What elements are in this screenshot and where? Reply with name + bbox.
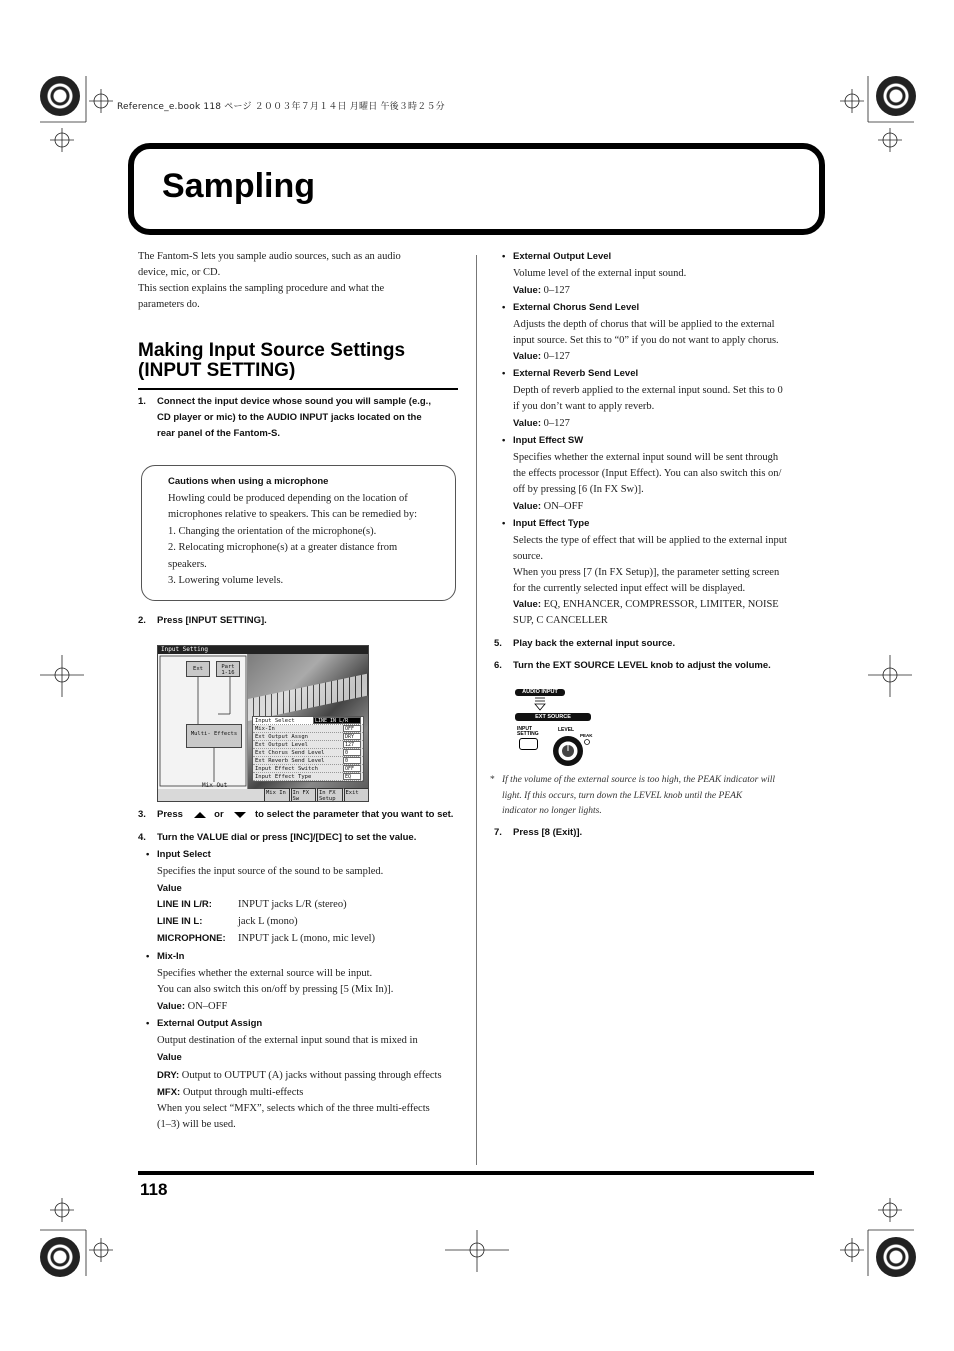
step-5: [494, 636, 814, 652]
chapter-title: Sampling: [162, 167, 316, 205]
peak-label: PEAK: [580, 733, 593, 738]
param-desc: for the currently selected input effect will be displayed.: [513, 583, 746, 594]
step-text: Play back the external input source.: [513, 638, 676, 649]
param-heading-input-effect-type: • Input Effect Type: [513, 516, 589, 532]
param-desc: You can also switch this on/off by pressing [5 (Mix In)].: [157, 984, 394, 995]
param-heading-ext-output-assign: • External Output Assign: [157, 1016, 262, 1032]
param-desc: Specifies whether the external input sound will be sent through: [513, 452, 779, 463]
param-heading-ext-output-level: • External Output Level: [513, 249, 611, 265]
caution-heading: Cautions when using a microphone: [168, 476, 329, 487]
intro-line: This section explains the sampling procedure and what the: [138, 283, 385, 294]
param-value: EQ: [343, 773, 361, 780]
multi-effects-block: Multi- Effects: [186, 724, 242, 748]
option-value: jack L (mono): [238, 916, 298, 927]
step-text: Turn the EXT SOURCE LEVEL knob to adjust the volume.: [513, 660, 771, 671]
param-desc: Volume level of the external input sound.: [513, 268, 687, 279]
option-value: Output to OUTPUT (A) jacks without passing through effects: [181, 1070, 442, 1081]
param-value: 127: [343, 741, 361, 748]
step-4: [138, 830, 468, 846]
param-value: 0: [343, 749, 361, 756]
param-value: LINE IN L/R: [313, 717, 361, 724]
param-desc: off by pressing [6 (In FX Sw)].: [513, 484, 644, 495]
step-text: Turn the VALUE dial or press [INC]/[DEC] to set the value.: [157, 832, 417, 843]
value-text: 0–127: [543, 285, 570, 296]
caution-line: 2. Relocating microphone(s) at a greater distance from: [168, 542, 398, 553]
param-desc: Specifies whether the external source will be input.: [157, 968, 373, 979]
value-text: ON–OFF: [187, 1001, 228, 1012]
param-value: 0: [343, 757, 361, 764]
step-number: 4.: [138, 832, 146, 843]
param-desc: (1–3) will be used.: [157, 1119, 236, 1130]
value-text: ON–OFF: [543, 501, 584, 512]
step-text: or: [214, 809, 224, 820]
parameter-list: [252, 716, 364, 782]
level-label: LEVEL: [558, 727, 575, 733]
param-heading-ext-reverb-send: • External Reverb Send Level: [513, 366, 638, 382]
value-label: Value:: [513, 285, 541, 296]
option-key: MFX:: [157, 1087, 181, 1098]
exit-button[interactable]: Exit: [344, 788, 370, 802]
param-value: DRY: [343, 733, 361, 740]
step-2: [138, 613, 458, 629]
value-text: EQ, ENHANCER, COMPRESSOR, LIMITER, NOISE: [543, 599, 779, 610]
step-text: Press [8 (Exit)].: [513, 827, 583, 838]
input-setting-label: INPUT SETTING: [517, 726, 539, 737]
param-row[interactable]: Mix-In OFF: [253, 725, 363, 733]
caution-line: microphones relative to speakers. This can be remedied by:: [168, 509, 418, 520]
part-block: Part 1-16: [216, 661, 240, 677]
chapter-title-box: [128, 143, 825, 235]
value-label: Value:: [513, 501, 541, 512]
intro-text: [138, 249, 458, 313]
ext-block: Ext: [186, 661, 210, 677]
cursor-up-icon: [194, 812, 206, 818]
value-text: 0–127: [543, 351, 570, 362]
mix-in-button[interactable]: Mix In: [264, 788, 290, 802]
step-number: 3.: [138, 809, 146, 820]
param-desc: Depth of reverb applied to the external input sound. Set this to 0: [513, 385, 783, 396]
step-number: 2.: [138, 615, 146, 626]
intro-line: parameters do.: [138, 299, 200, 310]
param-desc: Adjusts the depth of chorus that will be applied to the external: [513, 319, 775, 330]
flow-lines: [158, 654, 248, 789]
param-desc: When you select “MFX”, selects which of the three multi-effects: [157, 1103, 430, 1114]
page-number: 118: [140, 1180, 168, 1199]
value-label: Value:: [513, 418, 541, 429]
value-text: 0–127: [543, 418, 570, 429]
param-desc: source.: [513, 551, 544, 562]
param-heading-ext-chorus-send: • External Chorus Send Level: [513, 300, 639, 316]
screen-title-bar: Input Setting: [158, 646, 369, 654]
value-text: SUP, C CANCELLER: [513, 615, 608, 626]
param-row[interactable]: Ext Reverb Send Level 0: [253, 757, 363, 765]
param-desc: if you don’t want to apply reverb.: [513, 401, 655, 412]
section-title: [138, 341, 458, 381]
caution-box: [141, 465, 456, 601]
value-label: Value: [157, 1052, 182, 1063]
param-heading-mix-in: • Mix-In: [157, 949, 184, 965]
param-row[interactable]: Ext Output Level 127: [253, 741, 363, 749]
signal-flow-diagram: [158, 654, 248, 789]
param-heading-input-effect-sw: • Input Effect SW: [513, 433, 583, 449]
option-key: DRY:: [157, 1070, 180, 1081]
step-text: Connect the input device whose sound you will sample (e.g.,: [157, 396, 431, 407]
step-text: Press [INPUT SETTING].: [157, 615, 267, 626]
param-desc: Selects the type of effect that will be applied to the external input: [513, 535, 787, 546]
param-desc: input source. Set this to “0” if you do not want to apply chorus.: [513, 335, 779, 346]
in-fx-sw-button[interactable]: In FX Sw: [291, 788, 317, 802]
print-header-note: Reference_e.book 118 ページ ２００３年７月１４日 月曜日 午後３時２５分: [117, 102, 445, 112]
value-label: Value:: [513, 351, 541, 362]
option-key: LINE IN L/R:: [157, 899, 212, 910]
step-text: CD player or mic) to the AUDIO INPUT jacks located on the: [157, 412, 422, 423]
intro-line: device, mic, or CD.: [138, 267, 221, 278]
param-desc: Output destination of the external input sound that is mixed in: [157, 1035, 418, 1046]
param-row[interactable]: Input Effect Type EQ: [253, 773, 363, 781]
param-row[interactable]: Ext Chorus Send Level 0: [253, 749, 363, 757]
option-key: LINE IN L:: [157, 916, 203, 927]
caution-line: 3. Lowering volume levels.: [168, 575, 284, 586]
step-1: [138, 394, 458, 444]
step-number: 5.: [494, 638, 502, 649]
option-value: INPUT jack L (mono, mic level): [238, 933, 376, 944]
param-row[interactable]: Input Select LINE IN L/R: [253, 717, 363, 725]
intro-line: The Fantom-S lets you sample audio sources, such as an audio: [138, 251, 401, 262]
section-title-line: Making Input Source Settings: [138, 340, 406, 361]
param-desc: When you press [7 (In FX Setup)], the parameter setting screen: [513, 567, 780, 578]
section-rule: [138, 388, 458, 390]
in-fx-setup-button[interactable]: In FX Setup: [317, 788, 343, 802]
value-label: Value:: [513, 599, 541, 610]
param-value: OFF: [343, 725, 361, 732]
step-text: Press: [157, 809, 183, 820]
step-number: 7.: [494, 827, 502, 838]
param-desc: Specifies the input source of the sound to be sampled.: [157, 866, 384, 877]
value-label: Value: [157, 883, 182, 894]
step-6: [494, 658, 814, 674]
step-text: to select the parameter that you want to set.: [254, 809, 454, 820]
option-key: MICROPHONE:: [157, 933, 226, 944]
column-divider: [476, 255, 477, 1165]
input-setting-button[interactable]: [519, 738, 538, 750]
param-row[interactable]: Ext Output Assgn DRY: [253, 733, 363, 741]
level-knob-icon[interactable]: [550, 733, 590, 769]
caution-line: Howling could be produced depending on the location of: [168, 492, 408, 504]
param-row[interactable]: Input Effect Switch OFF: [253, 765, 363, 773]
cursor-down-icon: [234, 812, 246, 818]
step-3: [138, 807, 468, 823]
function-buttons: [264, 788, 369, 802]
param-desc: the effects processor (Input Effect). You can also switch this on/: [513, 468, 782, 479]
step-number: 1.: [138, 396, 146, 407]
input-setting-screen: [157, 645, 369, 802]
option-value: Output through multi-effects: [182, 1087, 304, 1098]
caution-line: 1. Changing the orientation of the microphone(s).: [168, 525, 377, 537]
option-value: INPUT jacks L/R (stereo): [238, 899, 347, 910]
section-title-line: (INPUT SETTING): [138, 360, 296, 381]
value-label: Value:: [157, 1001, 185, 1012]
peak-note: * If the volume of the external source is too high, the PEAK indicator will light. If this occurs, turn down the LEVEL knob until the PEAK indicator no longer lights.: [490, 775, 775, 816]
step-text: rear panel of the Fantom-S.: [157, 428, 280, 439]
arrow-down-icon: [534, 697, 546, 711]
param-value: OFF: [343, 765, 361, 772]
footer-rule: [138, 1171, 814, 1175]
param-heading-input-select: • Input Select: [157, 847, 211, 863]
step-number: 6.: [494, 660, 502, 671]
audio-input-label: AUDIO INPUT: [515, 689, 565, 696]
mix-out-label: Mix Out: [202, 782, 228, 789]
ext-source-label: EXT SOURCE: [515, 713, 591, 721]
step-7: [494, 825, 814, 841]
caution-line: speakers.: [168, 558, 207, 570]
